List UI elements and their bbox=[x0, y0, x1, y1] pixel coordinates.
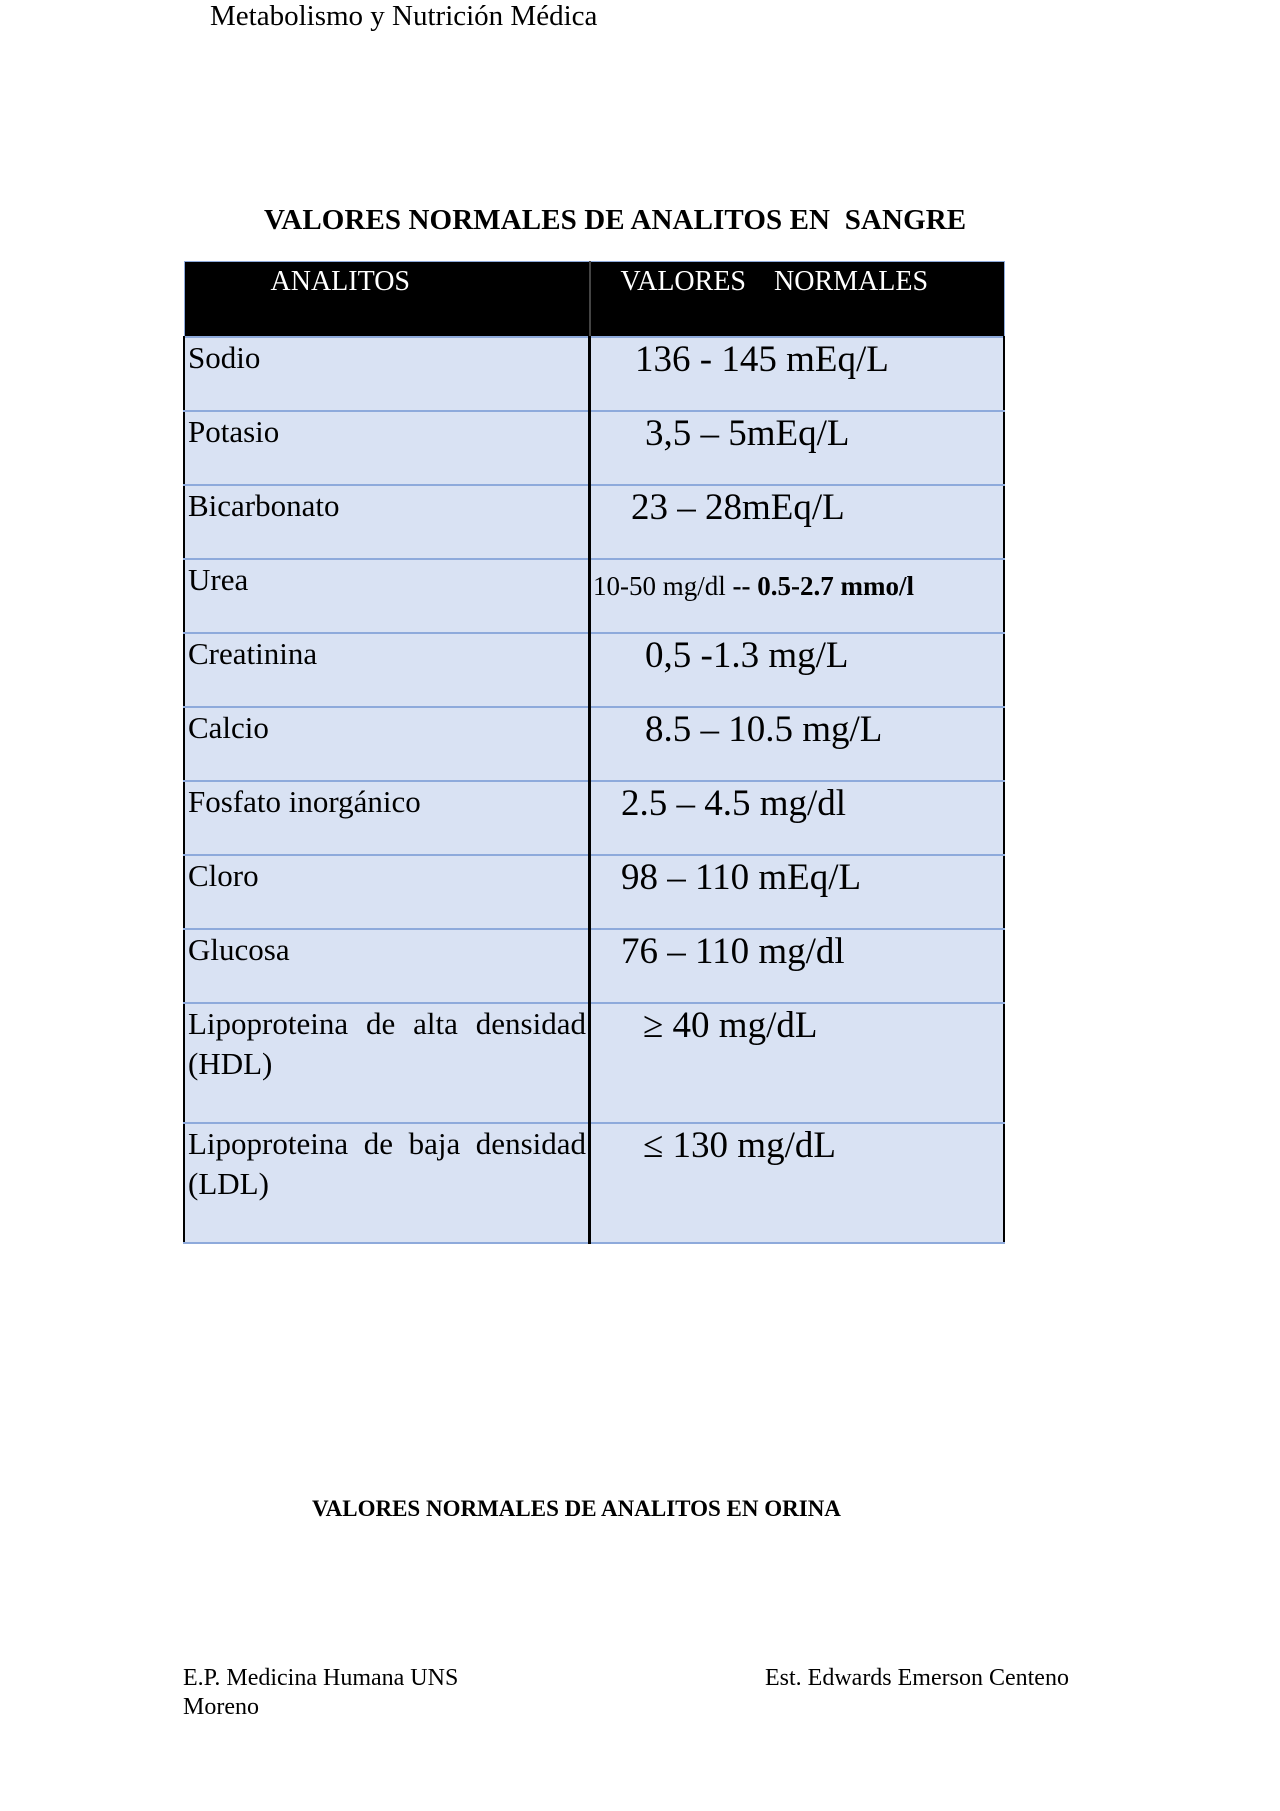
value-text: 76 – 110 mg/dl bbox=[621, 931, 845, 972]
table-row bbox=[184, 855, 1004, 929]
value-text: 23 – 28mEq/L bbox=[631, 487, 845, 528]
table-row bbox=[184, 485, 1004, 559]
table-header-row bbox=[184, 262, 1004, 338]
analyte-cell: Creatinina bbox=[184, 633, 590, 707]
table-row bbox=[184, 633, 1004, 707]
table-row bbox=[184, 781, 1004, 855]
value-cell bbox=[590, 485, 1005, 559]
blood-values-table bbox=[183, 261, 1005, 1244]
value-cell bbox=[590, 707, 1005, 781]
value-text: 3,5 – 5mEq/L bbox=[645, 413, 850, 454]
analyte-cell: Bicarbonato bbox=[184, 485, 590, 559]
value-text: 10-50 mg/dl bbox=[593, 571, 726, 601]
analyte-cell: Fosfato inorgánico bbox=[184, 781, 590, 855]
table-row bbox=[184, 1123, 1004, 1243]
value-cell bbox=[590, 929, 1005, 1003]
value-text-bold: -- 0.5-2.7 mmo/l bbox=[725, 571, 914, 601]
value-text: 0,5 -1.3 mg/L bbox=[645, 635, 849, 676]
value-cell bbox=[590, 1123, 1005, 1243]
value-cell bbox=[590, 633, 1005, 707]
urine-section-title: VALORES NORMALES DE ANALITOS EN ORINA bbox=[312, 1496, 841, 1521]
value-cell bbox=[590, 559, 1005, 633]
table-row bbox=[184, 337, 1004, 411]
table-row bbox=[184, 707, 1004, 781]
blood-table-title: VALORES NORMALES DE ANALITOS EN SANGRE bbox=[264, 204, 967, 236]
page-header: Metabolismo y Nutrición Médica bbox=[210, 0, 598, 32]
footer-institution: E.P. Medicina Humana UNS Moreno bbox=[183, 1665, 459, 1720]
value-text: 2.5 – 4.5 mg/dl bbox=[621, 783, 847, 824]
analyte-cell: Urea bbox=[184, 559, 590, 633]
value-text: 8.5 – 10.5 mg/L bbox=[645, 709, 883, 750]
footer-author: Est. Edwards Emerson Centeno bbox=[765, 1665, 1069, 1691]
table-row bbox=[184, 411, 1004, 485]
analyte-cell: Sodio bbox=[184, 337, 590, 411]
analyte-cell: Calcio bbox=[184, 707, 590, 781]
value-cell bbox=[590, 855, 1005, 929]
value-cell bbox=[590, 411, 1005, 485]
value-text: 98 – 110 mEq/L bbox=[621, 857, 862, 898]
column-header-analytes: ANALITOS bbox=[184, 262, 590, 338]
analyte-cell: Cloro bbox=[184, 855, 590, 929]
value-cell bbox=[590, 781, 1005, 855]
value-cell bbox=[590, 337, 1005, 411]
value-text: ≥ 40 mg/dL bbox=[643, 1005, 818, 1046]
analyte-cell: Potasio bbox=[184, 411, 590, 485]
analyte-cell: Glucosa bbox=[184, 929, 590, 1003]
analyte-cell: Lipoproteina de baja densidad (LDL) bbox=[184, 1123, 590, 1243]
value-cell bbox=[590, 1003, 1005, 1123]
value-text: ≤ 130 mg/dL bbox=[643, 1125, 836, 1166]
table-row bbox=[184, 1003, 1004, 1123]
value-text: 136 - 145 mEq/L bbox=[635, 339, 889, 380]
analyte-cell: Lipoproteina de alta densidad (HDL) bbox=[184, 1003, 590, 1123]
column-header-values: VALORES NORMALES bbox=[590, 262, 1005, 338]
table-row bbox=[184, 929, 1004, 1003]
table-row bbox=[184, 559, 1004, 633]
